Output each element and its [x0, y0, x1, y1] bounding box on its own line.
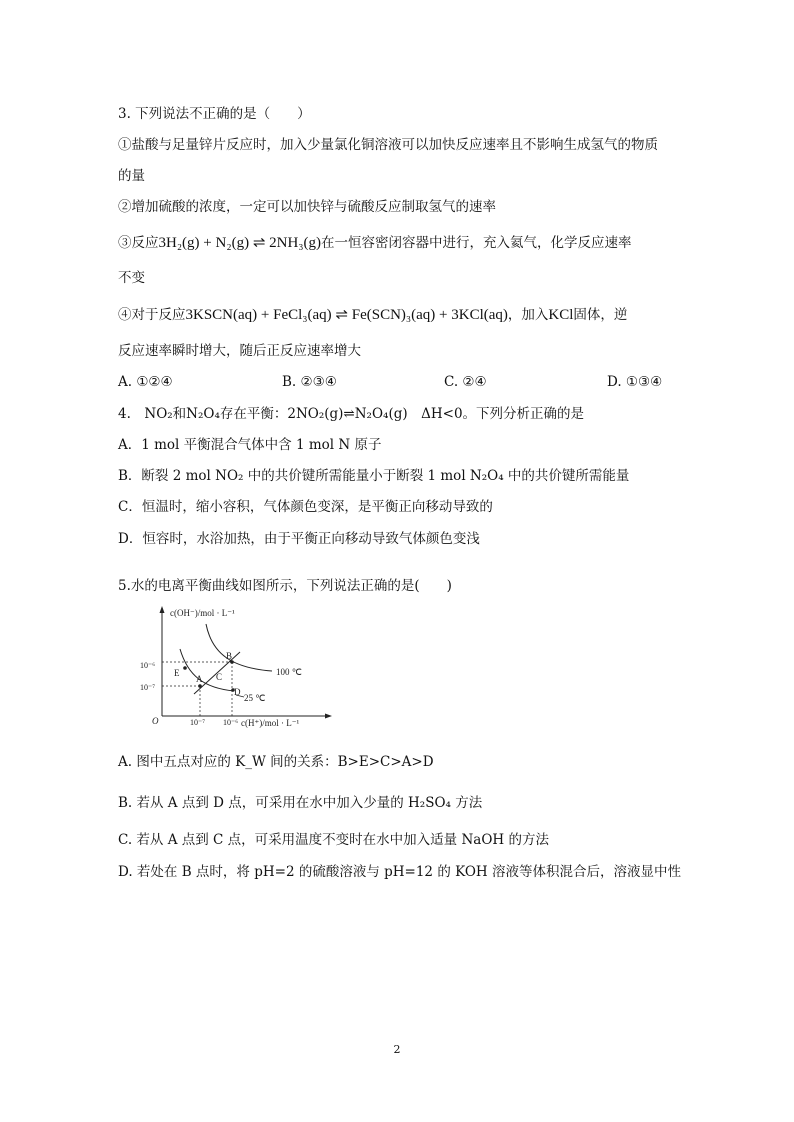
page-number: 2	[393, 1043, 401, 1056]
q3-s4-suffix: 固体，逆	[573, 307, 628, 323]
isotherm-100c	[206, 624, 272, 671]
water-ionization-graph	[132, 604, 332, 732]
x-axis-label: c(H⁺)/mol · L⁻¹	[241, 718, 300, 728]
x-tick-1e-7: 10⁻⁷	[190, 718, 206, 727]
q3-s4-prefix: ④对于反应	[118, 307, 186, 323]
q3-statement-1: ①盐酸与足量锌片反应时，加入少量氯化铜溶液可以加快反应速率且不影响生成氢气的物质	[118, 137, 658, 153]
q3-option-a[interactable]: A. ①②④	[118, 374, 173, 390]
q3-option-c[interactable]: C. ②④	[444, 374, 487, 390]
label-a: A	[196, 674, 203, 684]
y-tick-1e-6: 10⁻⁶	[140, 661, 156, 670]
q4-option-d[interactable]: D．恒容时，水浴加热，由于平衡正向移动导致气体颜色变浅	[118, 531, 480, 547]
q5-option-a[interactable]: A. 图中五点对应的 K_W 间的关系：B>E>C>A>D	[118, 754, 434, 770]
q5-option-c[interactable]: C. 若从 A 点到 C 点，可采用温度不变时在水中加入适量 NaOH 的方法	[118, 832, 549, 848]
q3-s4-mid: ，加入	[507, 307, 549, 323]
point-e	[183, 666, 187, 670]
q5-option-b[interactable]: B. 若从 A 点到 D 点，可采用在水中加入少量的 H₂SO₄ 方法	[118, 795, 483, 811]
q3-option-d[interactable]: D. ①③④	[607, 374, 663, 390]
q3-option-b[interactable]: B. ②③④	[282, 374, 337, 390]
origin-label: O	[152, 716, 159, 726]
q3-s3-equation: 3H₂(g) + N₂(g) ⇌ 2NH₃(g)	[158, 235, 322, 251]
label-100c: 100 ℃	[276, 667, 302, 677]
q4-option-a[interactable]: A．1 mol 平衡混合气体中含 1 mol N 原子	[118, 437, 382, 453]
q3-statement-2: ②增加硫酸的浓度，一定可以加快锌与硫酸反应制取氢气的速率	[118, 199, 496, 215]
y-axis-label: c(OH⁻)/mol · L⁻¹	[170, 608, 235, 618]
label-b: B	[226, 651, 233, 661]
x-tick-1e-6: 10⁻⁶	[223, 718, 239, 727]
y-tick-1e-7: 10⁻⁷	[140, 683, 156, 692]
q3-statement-4-cont: 反应速率瞬时增大，随后正反应速率增大	[118, 343, 361, 359]
q4-stem: 4. NO₂和N₂O₄存在平衡：2NO₂(g)⇌N₂O₄(g) ΔH<0。下列分析正确的是	[118, 406, 585, 422]
label-d: D	[234, 687, 241, 697]
point-a	[198, 684, 202, 688]
y-axis-arrow	[160, 606, 165, 613]
q5-option-d[interactable]: D. 若处在 B 点时，将 pH=2 的硫酸溶液与 pH=12 的 KOH 溶液等体积混合后，溶液显中性	[118, 864, 681, 880]
label-25c: 25 ℃	[244, 693, 266, 703]
label-e: E	[174, 668, 180, 678]
q3-statement-3-cont: 不变	[118, 270, 145, 286]
q3-s4-equation: 3KSCN(aq) + FeCl₃(aq) ⇌ Fe(SCN)₃(aq) + 3KCl(aq)	[185, 307, 508, 323]
q4-option-c[interactable]: C．恒温时，缩小容积，气体颜色变深，是平衡正向移动导致的	[118, 499, 493, 515]
q3-statement-1-cont: 的量	[118, 168, 145, 184]
q3-statement-3	[118, 234, 632, 252]
q3-statement-4	[118, 306, 627, 324]
q4-option-b[interactable]: B．断裂 2 mol NO₂ 中的共价键所需能量小于断裂 1 mol N₂O₄ 中的共价键所需能量	[118, 468, 630, 484]
label-c: C	[216, 672, 223, 682]
q3-s4-kcl: KCl	[548, 307, 574, 323]
q3-s3-suffix: 在一恒容密闭容器中进行，充入氦气，化学反应速率	[321, 235, 632, 251]
q3-s3-prefix: ③反应	[118, 235, 159, 251]
q5-stem: 5.水的电离平衡曲线如图所示，下列说法正确的是( )	[118, 578, 452, 594]
x-axis-arrow	[325, 714, 332, 719]
q3-stem: 3. 下列说法不正确的是（ ）	[118, 106, 311, 122]
